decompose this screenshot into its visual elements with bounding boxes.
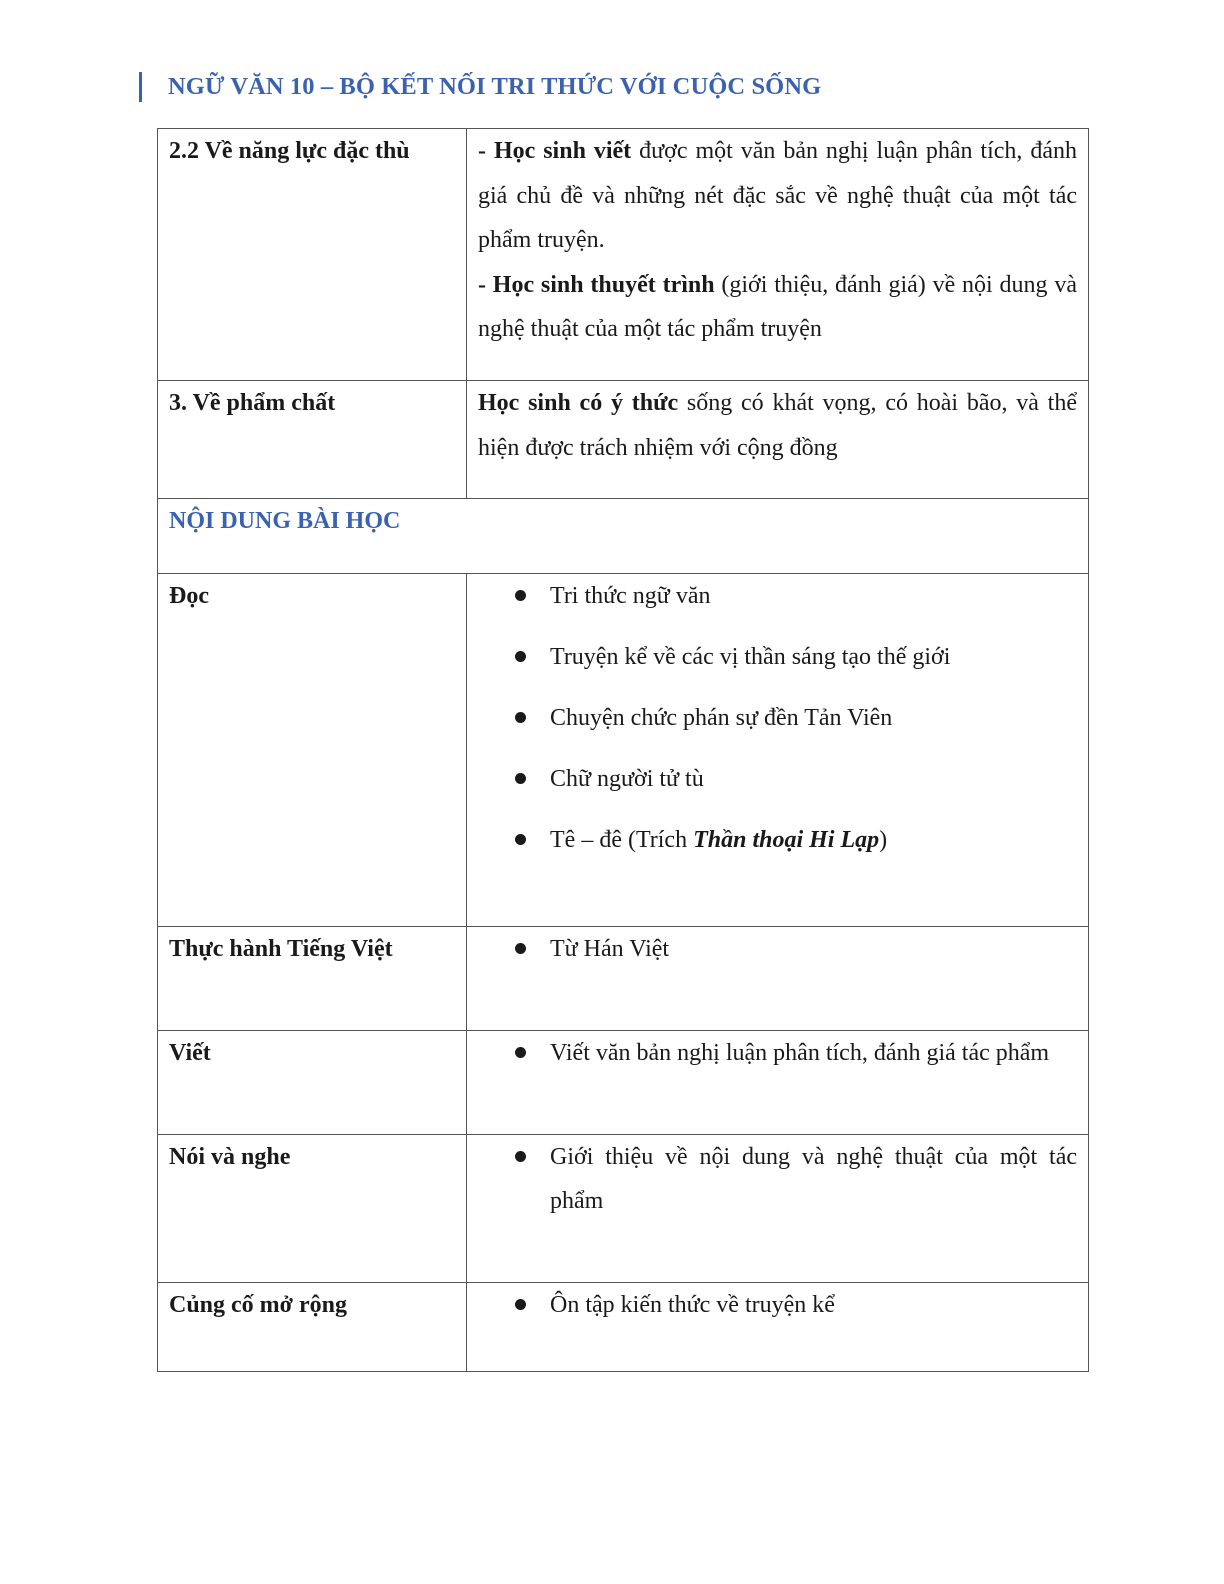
- list-item: [478, 1135, 1077, 1223]
- writing-label: Viết: [158, 1031, 467, 1135]
- competency-item-text: được một văn bản nghị luận phân tích, đánh giá chủ đề và những nét đặc sắc về nghệ thuật của một tác phẩm truyện.: [478, 138, 1078, 253]
- page-header: [139, 70, 821, 104]
- review-list: [478, 1283, 1077, 1327]
- review-label: Củng cố mở rộng: [158, 1283, 467, 1372]
- list-item-text: Từ Hán Việt: [550, 936, 670, 962]
- list-item-italic: Thần thoại Hi Lạp: [693, 827, 880, 853]
- list-item: [478, 1283, 1077, 1327]
- bullet-icon: [515, 590, 526, 601]
- competency-content: [467, 129, 1089, 381]
- bullet-icon: [515, 773, 526, 784]
- competency-item-bold: - Học sinh thuyết trình: [478, 271, 715, 298]
- speaking-list: [478, 1135, 1077, 1223]
- list-item-text: Chữ người tử tù: [550, 766, 704, 792]
- list-item: [478, 757, 1077, 801]
- header-accent-bar: [139, 72, 142, 102]
- speaking-label: Nói và nghe: [158, 1135, 467, 1283]
- bullet-icon: [515, 943, 526, 954]
- quality-text: sống có khát vọng, có hoài bão, và thể hiện được trách nhiệm với cộng đồng: [478, 390, 1077, 461]
- section-title: NỘI DUNG BÀI HỌC: [169, 508, 401, 534]
- table-row: [158, 927, 1089, 1031]
- list-item-text: Tê – đê (Trích: [550, 827, 694, 853]
- table-row: [158, 499, 1089, 574]
- bullet-icon: [515, 1151, 526, 1162]
- list-item: [478, 818, 1077, 862]
- list-item: [478, 927, 1077, 971]
- writing-list: [478, 1031, 1077, 1075]
- list-item-text: Truyện kể về các vị thần sáng tạo thế giới: [550, 644, 951, 670]
- practice-label: Thực hành Tiếng Việt: [158, 927, 467, 1031]
- competency-label: 2.2 Về năng lực đặc thù: [158, 129, 467, 381]
- table-row: [158, 1283, 1089, 1372]
- practice-content: [467, 927, 1089, 1031]
- list-item-text: Giới thiệu về nội dung và nghệ thuật của một tác phẩm: [550, 1144, 1077, 1214]
- list-item: [478, 574, 1077, 618]
- competency-item-bold: - Học sinh viết: [478, 138, 632, 164]
- bullet-icon: [515, 712, 526, 723]
- quality-bold: Học sinh có ý thức: [478, 390, 679, 416]
- quality-label: 3. Về phẩm chất: [158, 381, 467, 499]
- bullet-icon: [515, 1047, 526, 1058]
- list-item-text: Ôn tập kiến thức về truyện kể: [550, 1292, 835, 1318]
- quality-content: [467, 381, 1089, 499]
- competency-item-text: (giới thiệu, đánh giá) về nội dung và nghệ thuật của một tác phẩm truyện: [478, 271, 1077, 342]
- table-row: [158, 381, 1089, 499]
- list-item-text: Viết văn bản nghị luận phân tích, đánh giá tác phẩm: [550, 1040, 1050, 1066]
- bullet-icon: [515, 834, 526, 845]
- reading-list: [478, 574, 1077, 862]
- list-item: [478, 635, 1077, 679]
- list-item-text: Tri thức ngữ văn: [550, 583, 711, 609]
- list-item: [478, 1031, 1077, 1075]
- list-item-text: ): [879, 827, 888, 853]
- header-title: NGỮ VĂN 10 – BỘ KẾT NỐI TRI THỨC VỚI CUỘC SỐNG: [168, 73, 822, 100]
- bullet-icon: [515, 651, 526, 662]
- reading-content: [467, 574, 1089, 927]
- review-content: [467, 1283, 1089, 1372]
- section-heading-cell: [158, 499, 1089, 574]
- table-row: [158, 574, 1089, 927]
- bullet-icon: [515, 1299, 526, 1310]
- table-row: [158, 1135, 1089, 1283]
- reading-label: Đọc: [158, 574, 467, 927]
- list-item: [478, 696, 1077, 740]
- writing-content: [467, 1031, 1089, 1135]
- table-row: [158, 1031, 1089, 1135]
- list-item-text: Chuyện chức phán sự đền Tản Viên: [550, 705, 893, 731]
- table-row: [158, 129, 1089, 381]
- practice-list: [478, 927, 1077, 971]
- speaking-content: [467, 1135, 1089, 1283]
- lesson-plan-table: [157, 128, 1089, 1372]
- competency-item: [478, 263, 1077, 352]
- competency-item: [478, 129, 1077, 263]
